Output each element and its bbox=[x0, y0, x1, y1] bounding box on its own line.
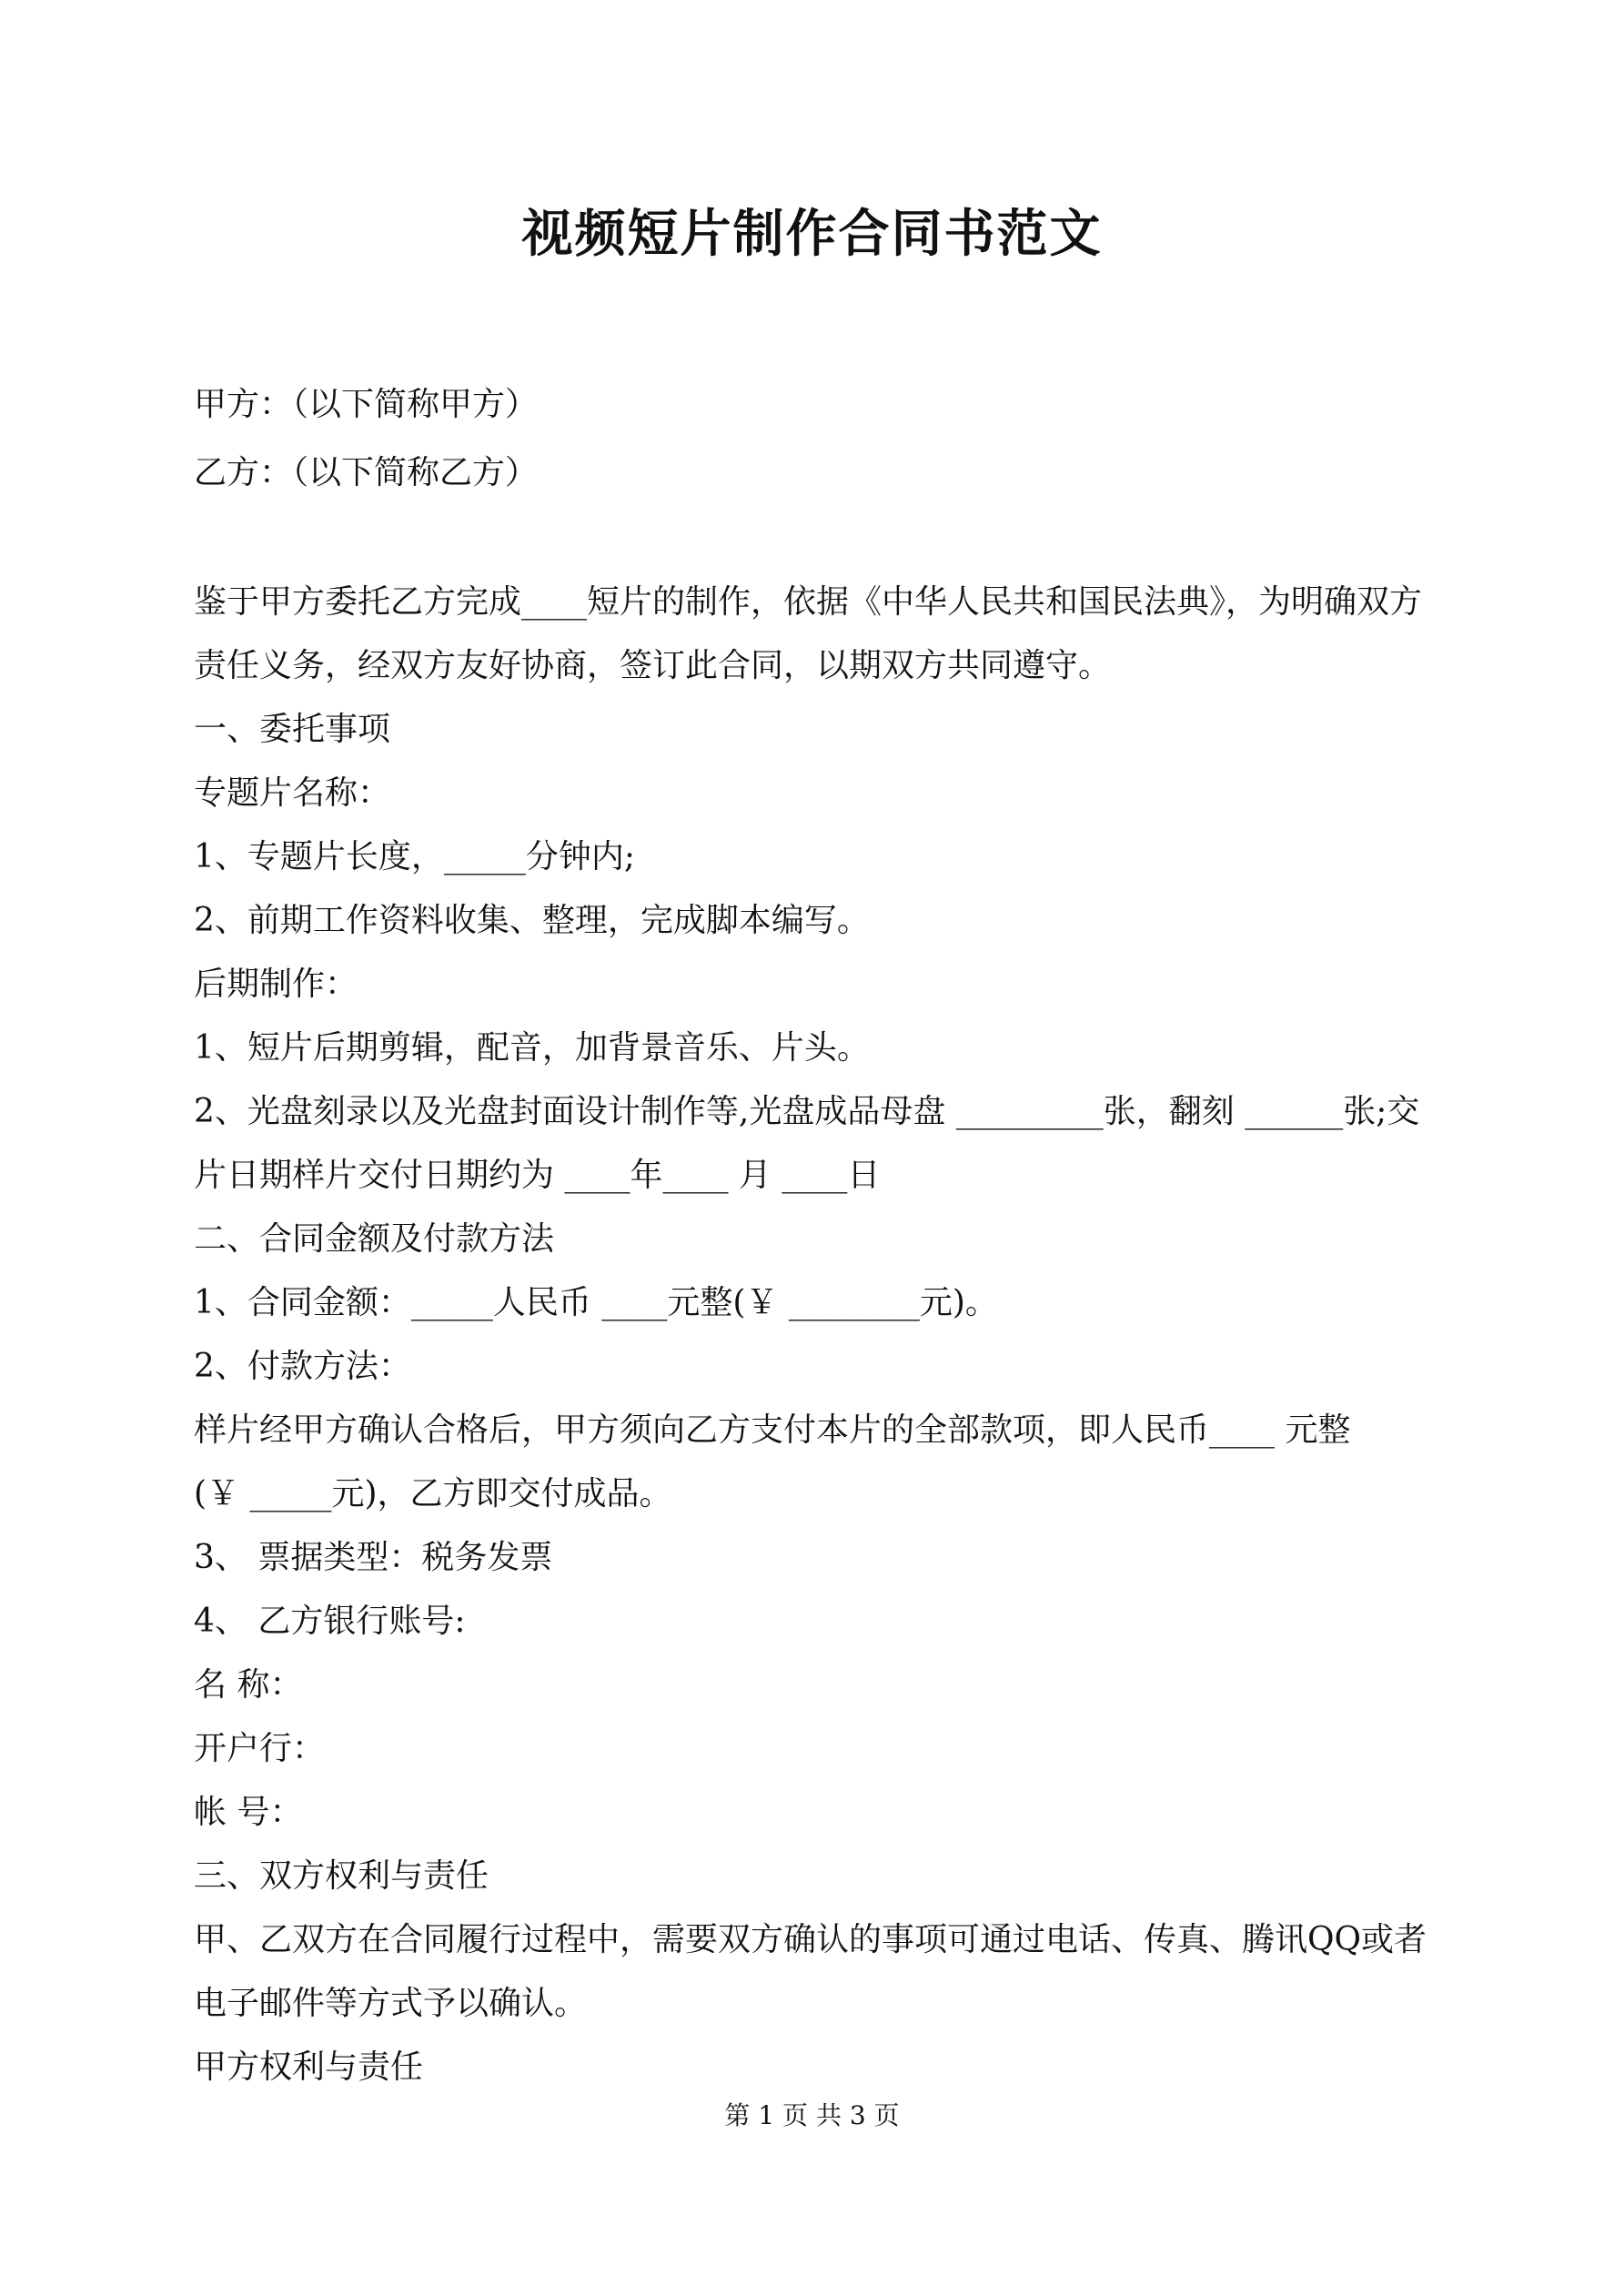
paragraph-line: 样片经甲方确认合格后，甲方须向乙方支付本片的全部款项，即人民币____ 元整 bbox=[194, 1411, 1351, 1449]
paragraph-line: 名 称： bbox=[194, 1666, 303, 1704]
paragraph-line: 开户行： bbox=[194, 1730, 326, 1767]
paragraph-line: 责任义务，经双方友好协商，签订此合同，以期双方共同遵守。 bbox=[194, 647, 1112, 684]
paragraph-line: 2、付款方法： bbox=[194, 1348, 411, 1385]
document-title: 视频短片制作合同书范文 bbox=[521, 204, 1103, 264]
paragraph-line: 甲方权利与责任 bbox=[194, 2048, 424, 2086]
paragraph-line: 3、 票据类型：税务发票 bbox=[194, 1539, 553, 1576]
section-heading: 二、合同金额及付款方法 bbox=[194, 1220, 555, 1258]
party-b-line: 乙方：（以下简称乙方） bbox=[194, 454, 539, 491]
paragraph-line: 专题片名称： bbox=[194, 774, 391, 812]
paragraph-line: 1、合同金额：_____人民币 ____元整(￥ ________元)。 bbox=[194, 1284, 998, 1321]
party-a-line: 甲方：（以下简称甲方） bbox=[194, 386, 539, 423]
paragraph-line: 片日期样片交付日期约为 ____年____ 月 ____日 bbox=[194, 1157, 881, 1194]
paragraph-line: 1、专题片长度，_____分钟内; bbox=[194, 838, 636, 875]
paragraph-line: (￥ _____元)，乙方即交付成品。 bbox=[194, 1475, 672, 1512]
paragraph-line: 4、 乙方银行账号: bbox=[194, 1603, 466, 1640]
paragraph-line: 1、短片后期剪辑，配音，加背景音乐、片头。 bbox=[194, 1029, 870, 1067]
paragraph-line: 鉴于甲方委托乙方完成____短片的制作，依据《中华人民共和国民法典》，为明确双方 bbox=[194, 583, 1423, 621]
page-footer: 第 1 页 共 3 页 bbox=[724, 2100, 900, 2130]
paragraph-line: 后期制作： bbox=[194, 966, 358, 1003]
paragraph-line: 甲、乙双方在合同履行过程中，需要双方确认的事项可通过电话、传真、腾讯QQ或者 bbox=[194, 1921, 1427, 1958]
section-heading: 三、双方权利与责任 bbox=[194, 1857, 489, 1895]
paragraph-line: 2、前期工作资料收集、整理，完成脚本编写。 bbox=[194, 902, 870, 939]
paragraph-line: 电子邮件等方式予以确认。 bbox=[194, 1985, 588, 2022]
paragraph-line: 帐 号： bbox=[194, 1794, 303, 1831]
paragraph-line: 2、光盘刻录以及光盘封面设计制作等,光盘成品母盘 _________张，翻刻 ______张;交 bbox=[194, 1093, 1420, 1130]
section-heading: 一、委托事项 bbox=[194, 711, 391, 748]
